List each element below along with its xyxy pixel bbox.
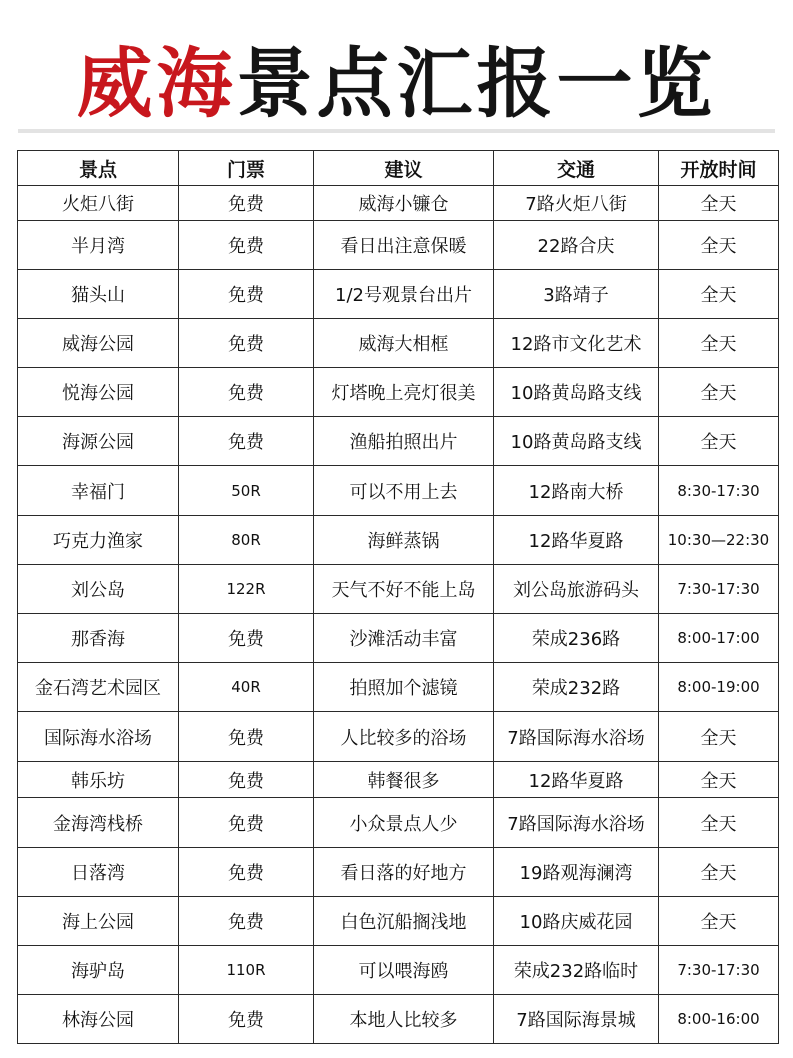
header-suggestion: 建议 xyxy=(314,151,494,186)
page-title xyxy=(0,36,793,132)
table-row xyxy=(18,466,779,516)
cell-attraction: 国际海水浴场 xyxy=(18,712,179,762)
table-row xyxy=(18,614,779,663)
cell-ticket: 免费 xyxy=(179,762,314,798)
cell-attraction: 韩乐坊 xyxy=(18,762,179,798)
cell-ticket: 免费 xyxy=(179,848,314,897)
cell-ticket: 免费 xyxy=(179,368,314,417)
table-row xyxy=(18,516,779,565)
cell-transport: 10路黄岛路支线 xyxy=(494,368,659,417)
cell-attraction: 日落湾 xyxy=(18,848,179,897)
cell-transport: 7路国际海水浴场 xyxy=(494,798,659,848)
cell-opening-hours: 全天 xyxy=(659,762,779,798)
table-row xyxy=(18,565,779,614)
cell-ticket: 免费 xyxy=(179,712,314,762)
table-row xyxy=(18,417,779,466)
cell-attraction: 林海公园 xyxy=(18,995,179,1044)
cell-attraction: 巧克力渔家 xyxy=(18,516,179,565)
cell-ticket: 免费 xyxy=(179,897,314,946)
cell-attraction: 幸福门 xyxy=(18,466,179,516)
title-divider xyxy=(18,129,775,133)
cell-opening-hours: 8:30-17:30 xyxy=(659,466,779,516)
cell-transport: 7路火炬八街 xyxy=(494,186,659,221)
cell-opening-hours: 全天 xyxy=(659,319,779,368)
cell-transport: 荣成236路 xyxy=(494,614,659,663)
cell-transport: 3路靖子 xyxy=(494,270,659,319)
cell-opening-hours: 全天 xyxy=(659,798,779,848)
table-row xyxy=(18,663,779,712)
cell-suggestion: 看日出注意保暖 xyxy=(314,221,494,270)
title-rest: 景点汇报一览 xyxy=(236,39,717,128)
cell-transport: 7路国际海景城 xyxy=(494,995,659,1044)
cell-opening-hours: 全天 xyxy=(659,848,779,897)
cell-ticket: 40R xyxy=(179,663,314,712)
cell-suggestion: 看日落的好地方 xyxy=(314,848,494,897)
cell-attraction: 半月湾 xyxy=(18,221,179,270)
table-row xyxy=(18,368,779,417)
cell-transport: 22路合庆 xyxy=(494,221,659,270)
cell-ticket: 110R xyxy=(179,946,314,995)
cell-attraction: 火炬八街 xyxy=(18,186,179,221)
cell-opening-hours: 7:30-17:30 xyxy=(659,946,779,995)
table-row xyxy=(18,712,779,762)
cell-transport: 12路市文化艺术 xyxy=(494,319,659,368)
cell-ticket: 免费 xyxy=(179,614,314,663)
cell-attraction: 威海公园 xyxy=(18,319,179,368)
cell-transport: 10路黄岛路支线 xyxy=(494,417,659,466)
cell-opening-hours: 全天 xyxy=(659,897,779,946)
cell-attraction: 海上公园 xyxy=(18,897,179,946)
table-row xyxy=(18,186,779,221)
table-row xyxy=(18,270,779,319)
cell-ticket: 免费 xyxy=(179,417,314,466)
cell-suggestion: 可以喂海鸥 xyxy=(314,946,494,995)
cell-attraction: 金石湾艺术园区 xyxy=(18,663,179,712)
cell-ticket: 80R xyxy=(179,516,314,565)
cell-suggestion: 1/2号观景台出片 xyxy=(314,270,494,319)
cell-transport: 荣成232路临时 xyxy=(494,946,659,995)
header-opening-hours: 开放时间 xyxy=(659,151,779,186)
cell-opening-hours: 全天 xyxy=(659,712,779,762)
cell-suggestion: 本地人比较多 xyxy=(314,995,494,1044)
table-header-row xyxy=(18,151,779,186)
cell-suggestion: 沙滩活动丰富 xyxy=(314,614,494,663)
table-row xyxy=(18,762,779,798)
cell-suggestion: 渔船拍照出片 xyxy=(314,417,494,466)
cell-transport: 10路庆威花园 xyxy=(494,897,659,946)
cell-opening-hours: 全天 xyxy=(659,186,779,221)
cell-ticket: 免费 xyxy=(179,319,314,368)
cell-opening-hours: 全天 xyxy=(659,417,779,466)
cell-ticket: 50R xyxy=(179,466,314,516)
cell-opening-hours: 10:30—22:30 xyxy=(659,516,779,565)
title-highlight: 威海 xyxy=(76,39,237,128)
table-row xyxy=(18,798,779,848)
table-row xyxy=(18,897,779,946)
cell-attraction: 刘公岛 xyxy=(18,565,179,614)
cell-suggestion: 小众景点人少 xyxy=(314,798,494,848)
table-row xyxy=(18,319,779,368)
cell-transport: 19路观海澜湾 xyxy=(494,848,659,897)
cell-attraction: 海源公园 xyxy=(18,417,179,466)
cell-opening-hours: 全天 xyxy=(659,368,779,417)
cell-ticket: 免费 xyxy=(179,798,314,848)
cell-suggestion: 可以不用上去 xyxy=(314,466,494,516)
cell-opening-hours: 7:30-17:30 xyxy=(659,565,779,614)
cell-transport: 刘公岛旅游码头 xyxy=(494,565,659,614)
cell-suggestion: 海鲜蒸锅 xyxy=(314,516,494,565)
cell-ticket: 免费 xyxy=(179,270,314,319)
cell-transport: 7路国际海水浴场 xyxy=(494,712,659,762)
cell-suggestion: 拍照加个滤镜 xyxy=(314,663,494,712)
header-transport: 交通 xyxy=(494,151,659,186)
cell-suggestion: 威海小镰仓 xyxy=(314,186,494,221)
table-row xyxy=(18,946,779,995)
cell-opening-hours: 8:00-19:00 xyxy=(659,663,779,712)
cell-ticket: 免费 xyxy=(179,221,314,270)
cell-transport: 12路南大桥 xyxy=(494,466,659,516)
table-row xyxy=(18,848,779,897)
cell-attraction: 海驴岛 xyxy=(18,946,179,995)
cell-opening-hours: 8:00-17:00 xyxy=(659,614,779,663)
attractions-table xyxy=(17,150,779,1044)
header-attraction: 景点 xyxy=(18,151,179,186)
cell-ticket: 122R xyxy=(179,565,314,614)
cell-opening-hours: 8:00-16:00 xyxy=(659,995,779,1044)
cell-suggestion: 人比较多的浴场 xyxy=(314,712,494,762)
cell-transport: 12路华夏路 xyxy=(494,762,659,798)
cell-attraction: 金海湾栈桥 xyxy=(18,798,179,848)
table-row xyxy=(18,995,779,1044)
cell-opening-hours: 全天 xyxy=(659,270,779,319)
cell-attraction: 悦海公园 xyxy=(18,368,179,417)
cell-suggestion: 韩餐很多 xyxy=(314,762,494,798)
cell-suggestion: 天气不好不能上岛 xyxy=(314,565,494,614)
cell-suggestion: 威海大相框 xyxy=(314,319,494,368)
cell-transport: 荣成232路 xyxy=(494,663,659,712)
cell-attraction: 猫头山 xyxy=(18,270,179,319)
table-row xyxy=(18,221,779,270)
cell-suggestion: 白色沉船搁浅地 xyxy=(314,897,494,946)
header-ticket: 门票 xyxy=(179,151,314,186)
cell-suggestion: 灯塔晚上亮灯很美 xyxy=(314,368,494,417)
cell-attraction: 那香海 xyxy=(18,614,179,663)
cell-opening-hours: 全天 xyxy=(659,221,779,270)
cell-ticket: 免费 xyxy=(179,995,314,1044)
cell-ticket: 免费 xyxy=(179,186,314,221)
cell-transport: 12路华夏路 xyxy=(494,516,659,565)
